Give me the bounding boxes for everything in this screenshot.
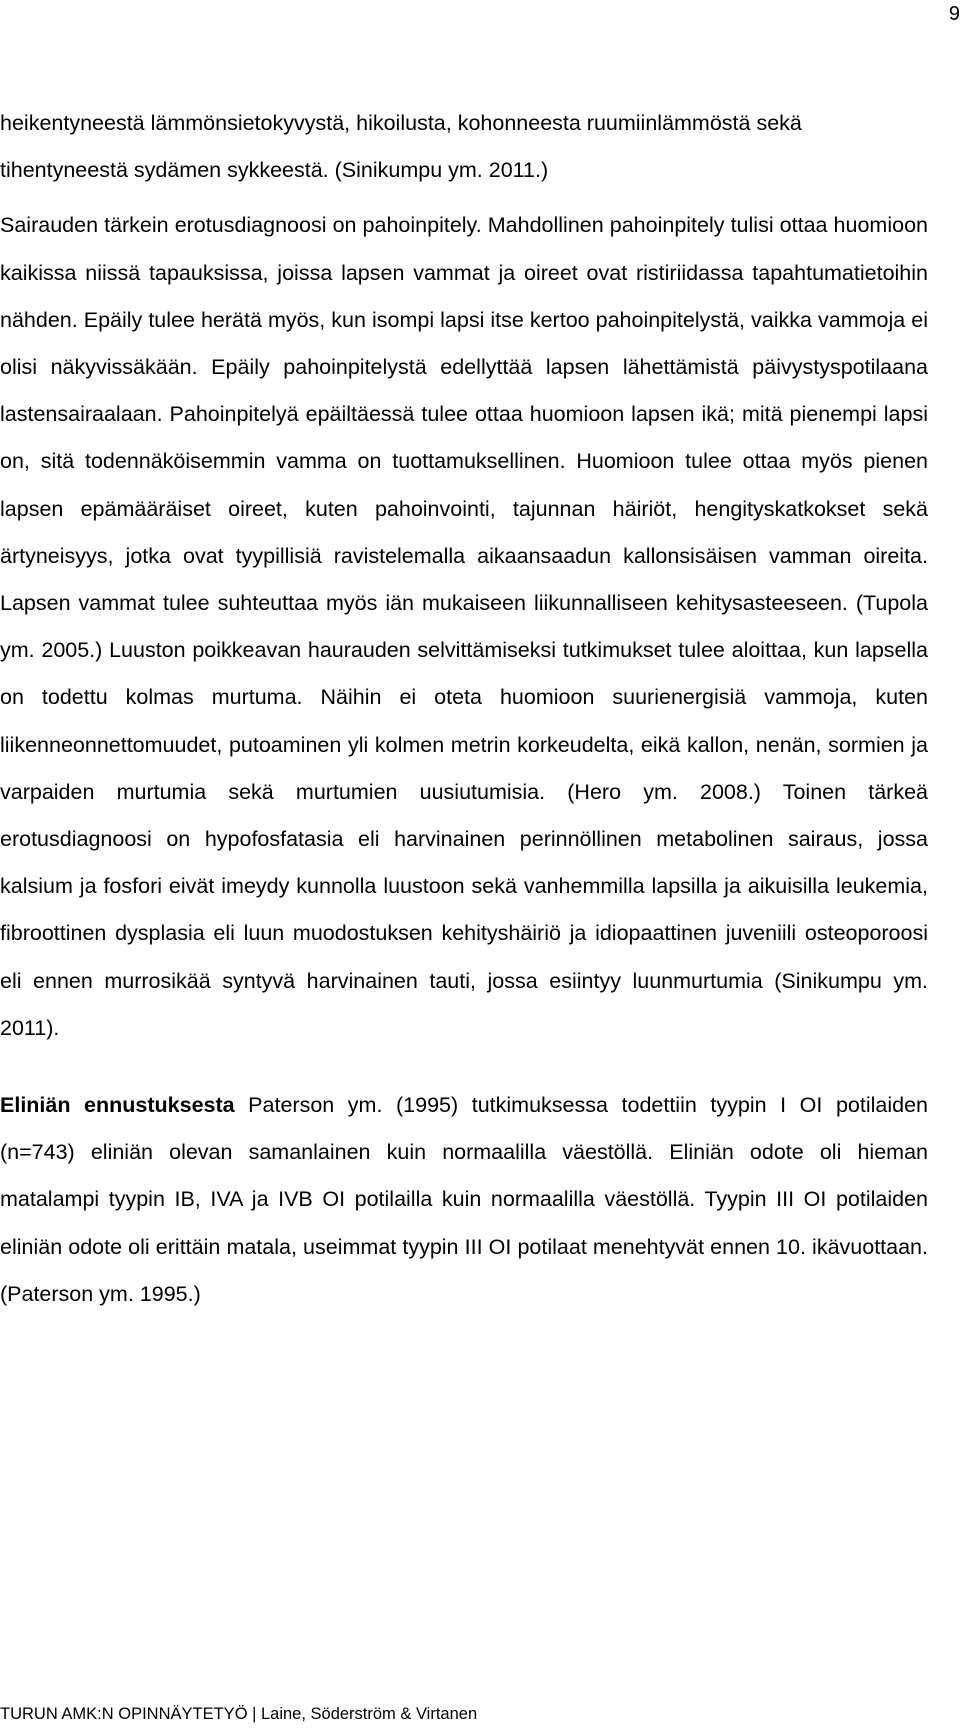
- page-footer: TURUN AMK:N OPINNÄYTETYÖ | Laine, Söderström & Virtanen: [0, 1705, 478, 1723]
- inline-heading: Eliniän ennustuksesta: [0, 1093, 235, 1118]
- paragraph-life-expectancy-text: Paterson ym. (1995) tutkimuksessa todettiin tyypin I OI potilaiden (n=743) eliniän olevan samanlainen kuin normaalilla väestöllä. Eliniän odote oli hieman matalampi tyypin IB, IVA ja IVB OI potilailla kuin normaalilla väestöllä. Tyypin III OI potilaiden eliniän odote oli erittäin matala, useimmat tyypin III OI potilaat menehtyvät ennen 10. ikävuottaan. (Paterson ym. 1995.): [0, 1093, 928, 1306]
- document-body: [0, 100, 928, 1318]
- paragraph-differential-diagnosis: Sairauden tärkein erotusdiagnoosi on pahoinpitely. Mahdollinen pahoinpitely tulisi ottaa huomioon kaikissa niissä tapauksissa, joissa lapsen vammat ja oireet ovat ristiriidassa tapahtumatietoihin nähden. Epäily tulee herätä myös, kun isompi lapsi itse kertoo pahoinpitelystä, vaikka vammoja ei olisi näkyvissäkään. Epäily pahoinpitelystä edellyttää lapsen lähettämistä päivystyspotilaana lastensairaalaan. Pahoinpitelyä epäiltäessä tulee ottaa huomioon lapsen ikä; mitä pienempi lapsi on, sitä todennäköisemmin vamma on tuottamuksellinen. Huomioon tulee ottaa myös pienen lapsen epämääräiset oireet, kuten pahoinvointi, tajunnan häiriöt, hengityskatkokset sekä ärtyneisyys, jotka ovat tyypillisiä ravistelemalla aikaansaadun kallonsisäisen vamman oireita. Lapsen vammat tulee suhteuttaa myös iän mukaiseen liikunnalliseen kehitysasteeseen. (Tupola ym. 2005.) Luuston poikkeavan haurauden selvittämiseksi tutkimukset tulee aloittaa, kun lapsella on todettu kolmas murtuma. Näihin ei oteta huomioon suurienergisiä vammoja, kuten liikenneonnettomuudet, putoaminen yli kolmen metrin korkeudelta, eikä kallon, nenän, sormien ja varpaiden murtumia sekä murtumien uusiutumisia. (Hero ym. 2008.) Toinen tärkeä erotusdiagnoosi on hypofosfatasia eli harvinainen perinnöllinen metabolinen sairaus, jossa kalsium ja fosfori eivät imeydy kunnolla luustoon sekä vanhemmilla lapsilla ja aikuisilla leukemia, fibroottinen dysplasia eli luun muodostuksen kehityshäiriö ja idiopaattinen juveniili osteoporoosi eli ennen murrosikää syntyvä harvinainen tauti, jossa esiintyy luunmurtumia (Sinikumpu ym. 2011).: [0, 213, 928, 1040]
- page-number: 9: [948, 3, 960, 25]
- paragraph-life-expectancy: [0, 1082, 928, 1318]
- paragraph-continuation: heikentyneestä lämmönsietokyvystä, hikoilusta, kohonneesta ruumiinlämmöstä sekä tihentyneestä sydämen sykkeestä. (Sinikumpu ym. 2011.): [0, 111, 802, 183]
